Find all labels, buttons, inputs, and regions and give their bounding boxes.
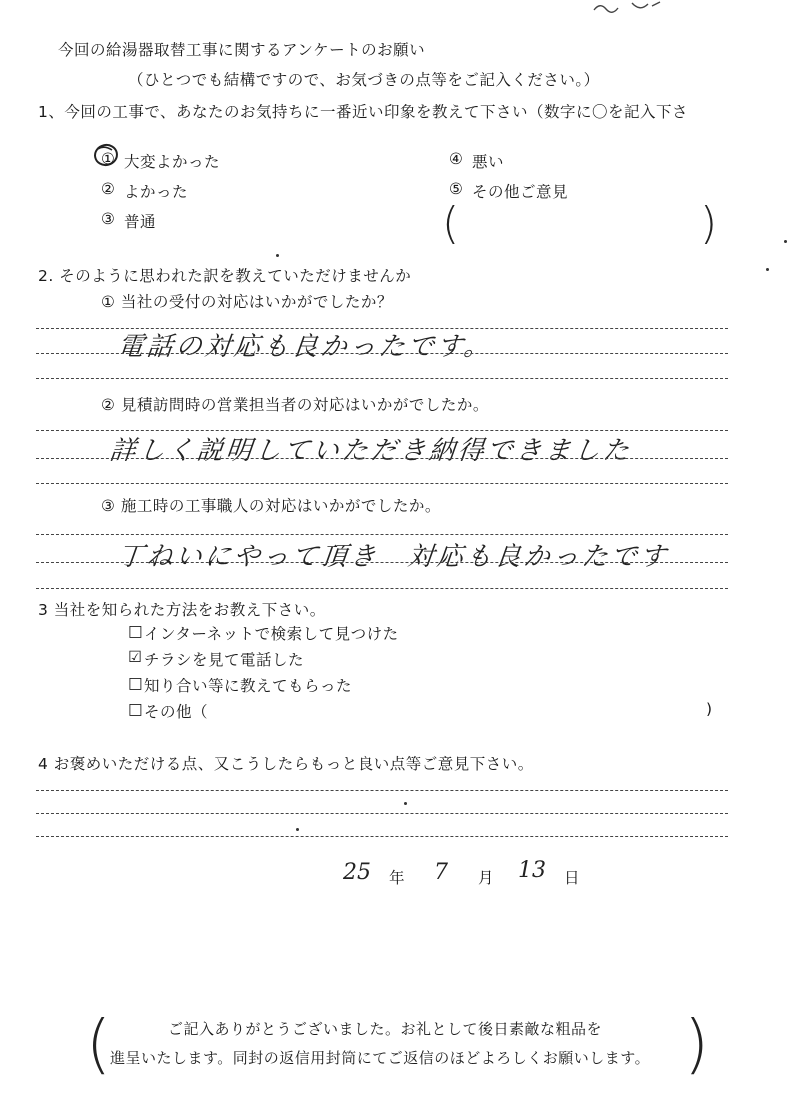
date-year-unit: 年 (389, 869, 406, 887)
q2-sub1-label: ① 当社の受付の対応はいかがでしたか？ (101, 293, 393, 311)
q1-option-3-mark: ③ (101, 210, 116, 228)
answer-line (36, 458, 728, 459)
q1-option-2-label: よかった (124, 183, 189, 201)
answer-line (36, 790, 728, 791)
scan-speck (404, 802, 407, 805)
q3-option-label: 知り合い等に教えてもらった (144, 677, 353, 695)
answer-line (36, 353, 728, 354)
q1-other-input[interactable] (462, 206, 694, 246)
q4-question: 4 お褒めいただける点、又こうしたらもっと良い点等ご意見下さい。 (38, 755, 534, 773)
q1-other-close-paren: ) (700, 198, 718, 249)
q1-question: 1、今回の工事で、あなたのお気持ちに一番近い印象を教えて下さい（数字に〇を記入下さ (38, 103, 689, 121)
checkbox-unchecked-icon: □ (128, 622, 144, 640)
q1-other-open-paren: ( (442, 198, 460, 249)
answer-line (36, 483, 728, 484)
q3-other-close-paren: ) (706, 700, 713, 718)
q1-option-4-mark: ④ (449, 150, 464, 168)
answer-line (36, 562, 728, 563)
q2-sub3-answer[interactable]: 丁ねいにやって頂き 対応も良かったです (116, 542, 671, 572)
footer-open-bracket: ( (86, 1008, 111, 1082)
q3-option-label: インターネットで検索して見つけた (144, 625, 399, 643)
scan-speck (784, 240, 787, 243)
answer-line (36, 836, 728, 837)
q1-option-1-mark: ① (101, 150, 116, 168)
q1-option-3-label: 普通 (124, 213, 157, 231)
date-month-value[interactable]: 7 (434, 860, 448, 885)
footer-line-1: ご記入ありがとうございました。お礼として後日素敵な粗品を (168, 1020, 603, 1038)
q3-option-label: チラシを見て電話した (144, 651, 305, 669)
q2-sub3-label: ③ 施工時の工事職人の対応はいかがでしたか。 (101, 497, 441, 515)
q4-answer-area[interactable] (36, 780, 728, 832)
checkbox-unchecked-icon: □ (128, 700, 144, 718)
answer-line (36, 534, 728, 535)
q2-question: 2. そのように思われた訳を教えていただけませんか (38, 267, 412, 285)
q3-question: 3 当社を知られた方法をお教え下さい。 (38, 601, 326, 619)
q1-option-4-label: 悪い (472, 153, 505, 171)
date-year-value[interactable]: 25 (343, 860, 371, 885)
checkbox-unchecked-icon: □ (128, 674, 144, 692)
answer-line (36, 813, 728, 814)
survey-subtitle: （ひとつでも結構ですので、お気づきの点等をご記入ください。） (128, 71, 600, 89)
footer-close-bracket: ) (684, 1008, 709, 1082)
date-month-unit: 月 (478, 869, 495, 887)
q1-option-5-mark: ⑤ (449, 180, 464, 198)
checkbox-checked-icon: ☑ (128, 648, 143, 666)
scan-speck (296, 828, 299, 831)
answer-line (36, 378, 728, 379)
q1-option-5-label: その他ご意見 (472, 183, 569, 201)
survey-title: 今回の給湯器取替工事に関するアンケートのお願い (58, 41, 426, 59)
scan-speck (766, 268, 769, 271)
q3-option-label: その他（ (144, 703, 209, 721)
footer-line-2: 進呈いたします。同封の返信用封筒にてご返信のほどよろしくお願いします。 (110, 1049, 651, 1067)
date-day-value[interactable]: 13 (518, 858, 546, 883)
q1-option-2-mark: ② (101, 180, 116, 198)
scan-speck (276, 254, 279, 257)
corner-scribble (592, 0, 662, 14)
date-day-unit: 日 (564, 869, 581, 887)
q2-sub2-label: ② 見積訪問時の営業担当者の対応はいかがでしたか。 (101, 396, 489, 414)
q1-option-1-label: 大変よかった (124, 153, 221, 171)
q2-sub2-answer[interactable]: 詳しく説明していただき納得できました (108, 436, 634, 466)
answer-line (36, 588, 728, 589)
q2-sub1-answer[interactable]: 電話の対応も良かったです。 (116, 332, 495, 362)
